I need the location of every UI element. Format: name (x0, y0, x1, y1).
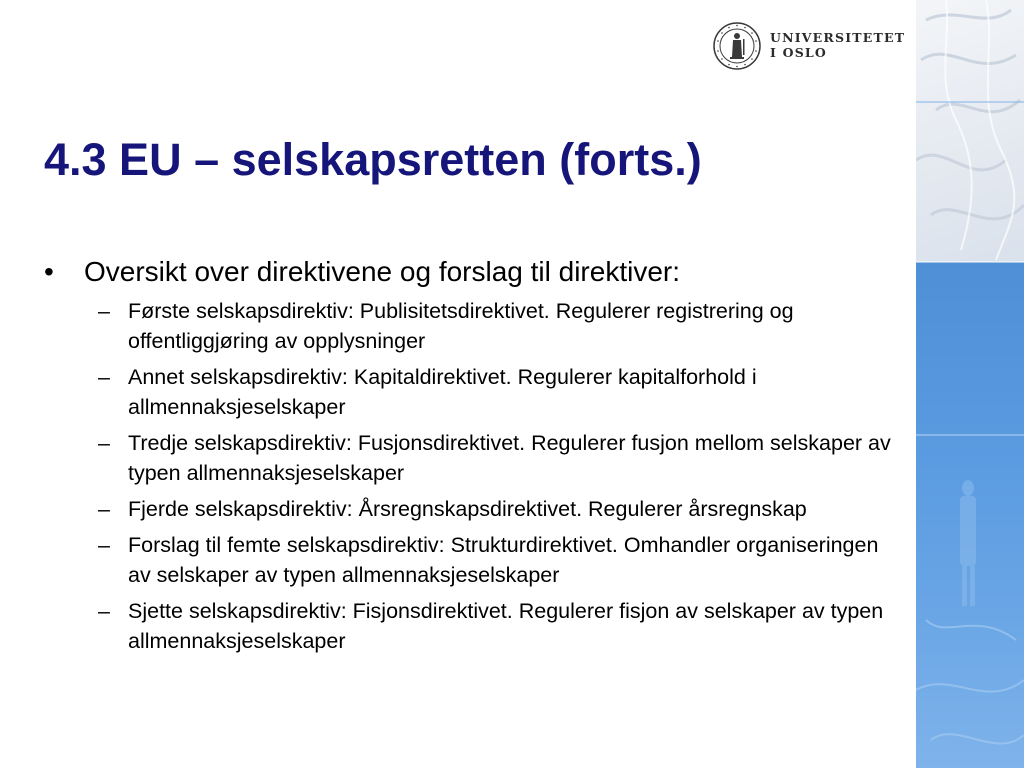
bullet-icon: • (44, 256, 54, 287)
university-logo (712, 20, 906, 72)
list-item-text: Fjerde selskapsdirektiv: Årsregnskapsdirektivet. Regulerer årsregnskap (128, 497, 807, 521)
list-item-text: Første selskapsdirektiv: Publisitetsdirektivet. Regulerer registrering og offentliggjøring av opplysninger (128, 299, 794, 353)
dash-icon: – (98, 365, 110, 389)
slide-body (44, 254, 904, 662)
dash-icon: – (98, 599, 110, 623)
university-seal-icon (712, 21, 762, 71)
list-item-text: Forslag til femte selskapsdirektiv: Strukturdirektivet. Omhandler organiseringen av selskaper av typen allmennaksjeselskaper (128, 533, 879, 587)
logo-line-1: UNIVERSITETET (770, 30, 906, 45)
list-item (44, 296, 904, 356)
main-bullet-point (44, 254, 904, 290)
list-item (44, 530, 904, 590)
decorative-side-strip (916, 0, 1024, 768)
list-item (44, 362, 904, 422)
list-item-text: Annet selskapsdirektiv: Kapitaldirektivet. Regulerer kapitalforhold i allmennaksjeselskaper (128, 365, 757, 419)
list-item (44, 428, 904, 488)
university-name (770, 30, 905, 60)
strip-decoration-icon (916, 0, 1024, 768)
logo-line-2: I OSLO (770, 45, 827, 60)
slide-title: 4.3 EU – selskapsretten (forts.) (44, 134, 702, 185)
dash-icon: – (98, 431, 110, 455)
dash-icon: – (98, 299, 110, 323)
main-bullet-text: Oversikt over direktivene og forslag til direktiver: (84, 256, 680, 287)
list-item-text: Tredje selskapsdirektiv: Fusjonsdirektivet. Regulerer fusjon mellom selskaper av typen allmennaksjeselskaper (128, 431, 891, 485)
dash-icon: – (98, 533, 110, 557)
directive-list (44, 296, 904, 656)
dash-icon: – (98, 497, 110, 521)
list-item-text: Sjette selskapsdirektiv: Fisjonsdirektivet. Regulerer fisjon av selskaper av typen allmennaksjeselskaper (128, 599, 884, 653)
list-item (44, 596, 904, 656)
list-item (44, 494, 904, 524)
